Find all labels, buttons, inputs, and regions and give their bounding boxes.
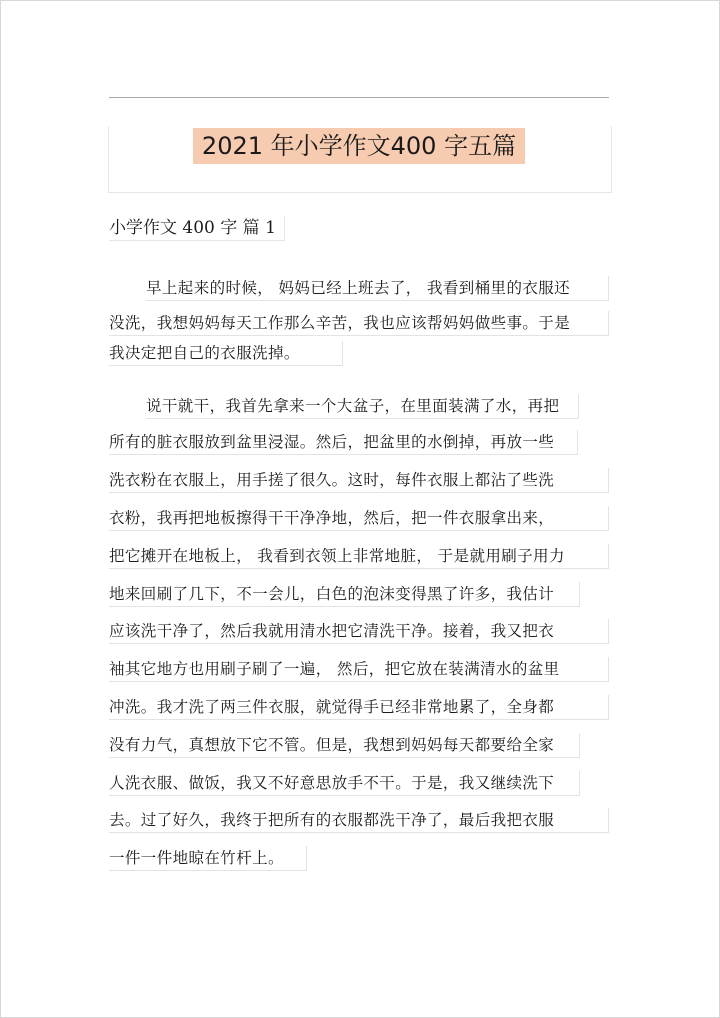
paragraph-line: 早上起来的时候， 妈妈已经上班去了， 我看到桶里的衣服还 [146,276,609,301]
paragraph-line: 说干就干，我首先拿来一个大盆子，在里面装满了水，再把 [146,394,579,419]
paragraph-line: 洗衣粉在衣服上，用手搓了很久。这时，每件衣服上都沾了些洗 [109,468,609,493]
paragraph-line: 没有力气，真想放下它不管。但是，我想到妈妈每天都要给全家 [109,733,580,758]
paragraph-line: 人洗衣服、做饭，我又不好意思放手不干。于是，我又继续洗下 [109,771,580,796]
paragraph-line: 地来回刷了几下，不一会儿，白色的泡沫变得黑了许多，我估计 [109,582,580,607]
paragraph-line: 没洗，我想妈妈每天工作那么辛苦，我也应该帮妈妈做些事。于是 [109,311,609,336]
section-heading: 小学作文 400 字 篇 1 [109,216,285,241]
header-rule [109,97,609,98]
paragraph-line: 袖其它地方也用刷子刷了一遍， 然后，把它放在装满清水的盆里 [109,657,609,682]
paragraph-line: 所有的脏衣服放到盆里浸湿。然后，把盆里的水倒掉，再放一些 [109,430,578,455]
paragraph-line: 我决定把自己的衣服洗掉。 [109,341,343,366]
paragraph-line: 冲洗。我才洗了两三件衣服，就觉得手已经非常地累了，全身都 [109,695,609,720]
paragraph-line: 把它摊开在地板上， 我看到衣领上非常地脏， 于是就用刷子用力 [109,544,609,569]
document-title: 2021 年小学作文400 字五篇 [193,128,525,164]
paragraph-line: 去。过了好久，我终于把所有的衣服都洗干净了，最后我把衣服 [109,808,609,833]
paragraph-line: 衣粉，我再把地板擦得干干净净地，然后，把一件衣服拿出来， [109,506,609,531]
paragraph-line: 应该洗干净了，然后我就用清水把它清洗干净。接着，我又把衣 [109,619,609,644]
paragraph-line: 一件一件地晾在竹杆上。 [109,846,307,871]
